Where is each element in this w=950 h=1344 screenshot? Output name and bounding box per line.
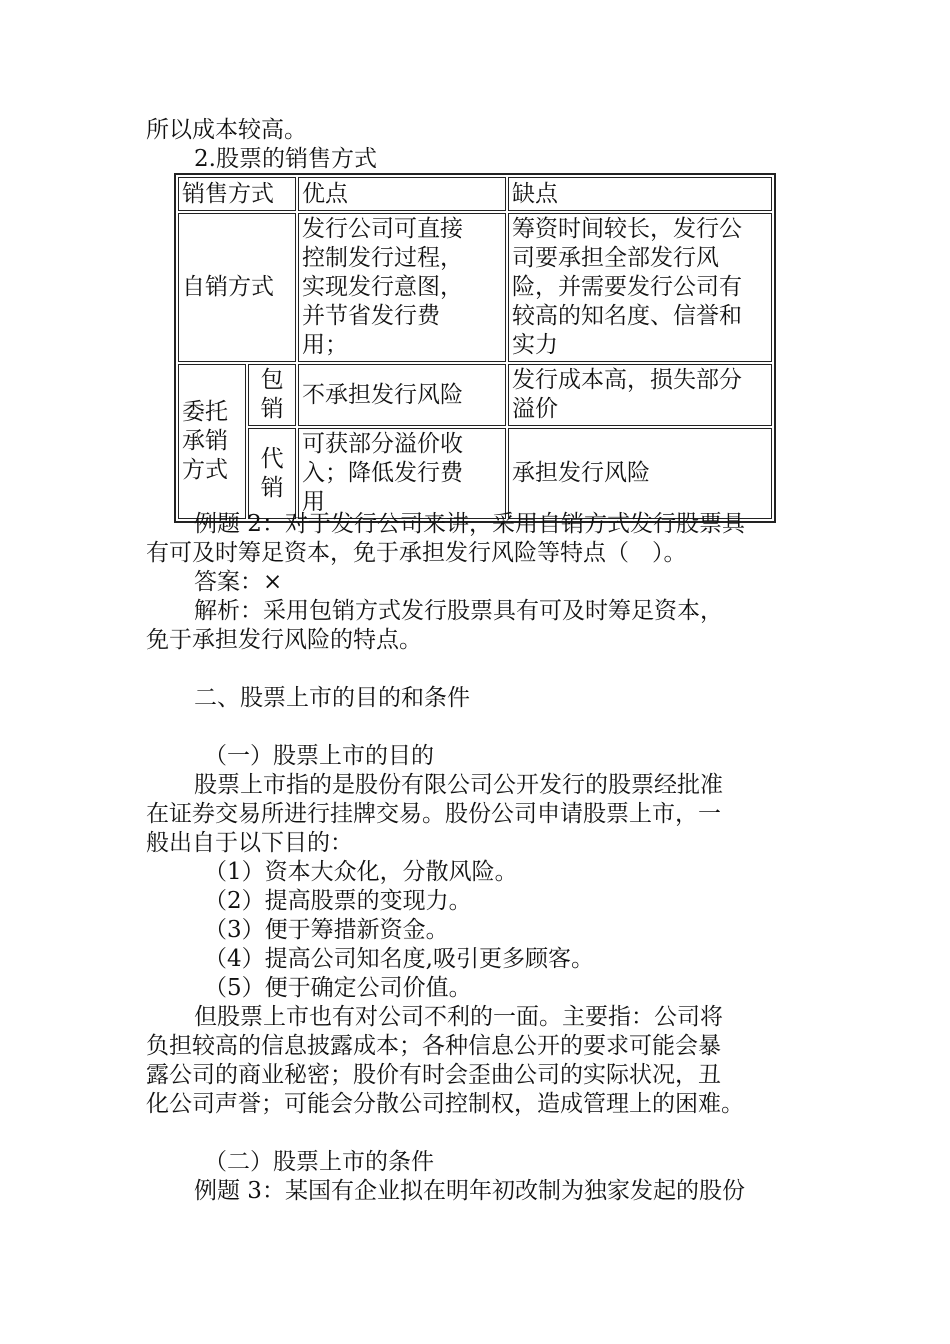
example-question: 例题 2：对于发行公司来讲，采用自销方式发行股票具 xyxy=(194,511,745,537)
cell-dai-pros xyxy=(298,428,506,519)
intro-line: 所以成本较高。 xyxy=(146,117,307,143)
table-header-row xyxy=(178,177,772,211)
paragraph-line: 化公司声誉；可能会分散公司控制权，造成管理上的困难。 xyxy=(146,1091,744,1117)
paragraph-line: 在证券交易所进行挂牌交易。股份公司申请股票上市，一 xyxy=(146,801,721,827)
text-line: 实现发行意图， xyxy=(302,274,463,300)
paragraph-line: 般出自于以下目的： xyxy=(146,830,353,856)
cell-bao-cons xyxy=(508,364,772,426)
text-line: 司要承担全部发行风 xyxy=(512,245,719,271)
cell-self-method: 自销方式 xyxy=(178,213,296,362)
text-line: 可获部分溢价收 xyxy=(302,431,463,457)
paragraph-line: 露公司的商业秘密；股价有时会歪曲公司的实际状况，丑 xyxy=(146,1062,721,1088)
example-question: 有可及时筹足资本，免于承担发行风险等特点（ ）。 xyxy=(146,540,687,566)
text-line: 溢价 xyxy=(512,396,558,422)
text-line: 销 xyxy=(260,474,284,501)
text-line: 用 xyxy=(302,489,325,515)
list-item: （1）资本大众化，分散风险。 xyxy=(204,859,518,885)
list-item: （5）便于确定公司价值。 xyxy=(204,975,472,1001)
example-analysis: 解析：采用包销方式发行股票具有可及时筹足资本， xyxy=(194,598,723,624)
header-cons: 缺点 xyxy=(508,177,772,211)
list-item: （4）提高公司知名度,吸引更多顾客。 xyxy=(204,946,594,972)
sales-method-table xyxy=(174,173,776,523)
text-line: 控制发行过程， xyxy=(302,245,463,271)
list-item: （3）便于筹措新资金。 xyxy=(204,917,449,943)
example-answer: 答案：× xyxy=(194,569,283,595)
paragraph-line: 负担较高的信息披露成本；各种信息公开的要求可能会暴 xyxy=(146,1033,721,1059)
text-line: 承销 xyxy=(182,428,228,454)
example-question: 例题 3：某国有企业拟在明年初改制为独家发起的股份 xyxy=(194,1178,745,1204)
list-item: （2）提高股票的变现力。 xyxy=(204,888,472,914)
sub-heading: （二）股票上市的条件 xyxy=(204,1149,434,1175)
cell-entrusted-method xyxy=(178,364,246,519)
cell-self-pros xyxy=(298,213,506,362)
text-line: 承担发行风险 xyxy=(512,460,650,486)
text-line: 发行公司可直接 xyxy=(302,216,463,242)
paragraph-line: 股票上市指的是股份有限公司公开发行的股票经批准 xyxy=(194,772,723,798)
sub-heading: （一）股票上市的目的 xyxy=(204,743,434,769)
text-line: 较高的知名度、信誉和 xyxy=(512,303,742,329)
table-row xyxy=(178,428,772,519)
text-line: 不承担发行风险 xyxy=(302,381,463,408)
cell-dai-cons xyxy=(508,428,772,519)
table-row xyxy=(178,364,772,426)
text-line: 委托 xyxy=(182,399,228,425)
cell-self-cons xyxy=(508,213,772,362)
text-line: 包 xyxy=(260,367,284,393)
text-line: 发行成本高，损失部分 xyxy=(512,367,742,393)
cell-dai-name xyxy=(248,428,296,519)
example-analysis: 免于承担发行风险的特点。 xyxy=(146,627,422,653)
text-line: 实力 xyxy=(512,332,558,358)
text-line: 险，并需要发行公司有 xyxy=(512,274,742,300)
text-line: 方式 xyxy=(182,457,228,483)
text-line: 并节省发行费 xyxy=(302,303,440,329)
section-heading: 2.股票的销售方式 xyxy=(194,146,377,172)
cell-bao-name xyxy=(248,364,296,426)
text-line: 销 xyxy=(260,396,284,422)
paragraph-line: 但股票上市也有对公司不利的一面。主要指：公司将 xyxy=(194,1004,723,1030)
text-line: 筹资时间较长，发行公 xyxy=(512,216,742,242)
cell-bao-pros xyxy=(298,364,506,426)
text-line: 入；降低发行费 xyxy=(302,460,463,486)
chapter-heading: 二、股票上市的目的和条件 xyxy=(194,685,470,711)
text-line: 用； xyxy=(302,332,348,358)
text-line: 代 xyxy=(260,445,284,472)
header-method: 销售方式 xyxy=(178,177,296,211)
header-pros: 优点 xyxy=(298,177,506,211)
table-row xyxy=(178,213,772,362)
